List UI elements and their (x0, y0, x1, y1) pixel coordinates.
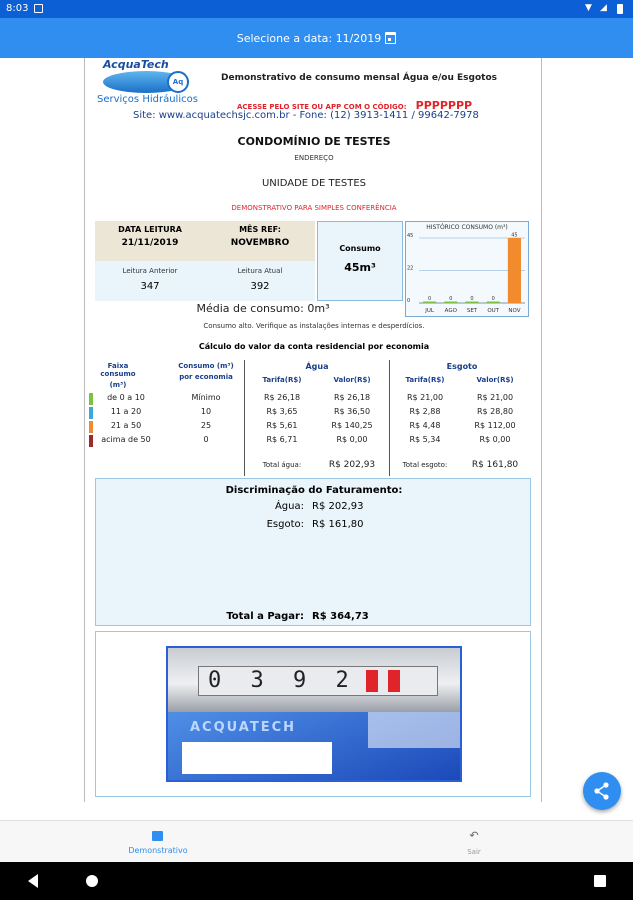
faixa-color-swatch (89, 435, 93, 447)
recents-icon[interactable] (594, 875, 606, 887)
chart-value-label: 0 (449, 296, 453, 302)
date-selector-bar[interactable] (0, 18, 633, 58)
share-button[interactable] (583, 772, 621, 810)
esgoto-valor-cell: R$ 0,00 (479, 435, 511, 444)
consumption-alert: Consumo alto. Verifique as instalações internas e desperdícios. (203, 322, 425, 330)
document-title: Demonstrativo de consumo mensal Água e/ou Esgotos (221, 73, 497, 83)
conference-notice: DEMONSTRATIVO PARA SIMPLES CONFERÊNCIA (231, 204, 397, 212)
faixa-cell: acima de 50 (101, 435, 151, 444)
chart-category-label: NOV (508, 308, 521, 314)
consumo-cell: 25 (200, 421, 212, 430)
condominio-name: CONDOMÍNIO DE TESTES (237, 135, 391, 148)
faixa-color-swatch (89, 407, 93, 419)
bottom-navigation (0, 820, 633, 862)
acquatech-logo (97, 58, 207, 108)
meter-red-digit-2 (388, 670, 400, 692)
logo-brand: AcquaTech (103, 58, 169, 71)
battery-icon (617, 4, 623, 14)
meter-red-digit-1 (366, 670, 378, 692)
faixa-color-swatch (89, 393, 93, 405)
esgoto-tarifa-cell: R$ 4,48 (409, 421, 441, 430)
agua-tarifa-cell: R$ 26,18 (263, 393, 301, 402)
agua-valor-cell: R$ 0,00 (336, 435, 368, 444)
total-agua-label: Total água: (262, 461, 302, 469)
agua-valor-header: Valor(R$) (333, 376, 371, 384)
data-leitura-value: 21/11/2019 (121, 238, 179, 248)
unit-name: UNIDADE DE TESTES (261, 178, 367, 189)
esgoto-tarifa-cell: R$ 5,34 (409, 435, 441, 444)
chart-category-label: SET (466, 308, 478, 314)
esgoto-valor-cell: R$ 28,80 (476, 407, 514, 416)
esgoto-tarifa-cell: R$ 21,00 (406, 393, 444, 402)
esgoto-valor-cell: R$ 21,00 (476, 393, 514, 402)
mes-ref-cell (205, 221, 315, 261)
status-time: 8:03 (6, 3, 29, 14)
chart-ytick-label: 0 (407, 298, 411, 304)
col-consumo-label: Consumo (m³) (178, 362, 234, 370)
leitura-anterior-value: 347 (140, 281, 160, 292)
total-agua-value: R$ 202,93 (328, 460, 376, 470)
leitura-atual-cell (205, 261, 315, 301)
system-navigation-bar (0, 862, 633, 900)
chart-value-label: 0 (470, 296, 474, 302)
faixa-cell: de 0 a 10 (107, 393, 145, 402)
site-contact: Site: www.acquatechsjc.com.br - Fone: (12) 3913-1411 / 99642-7978 (133, 110, 479, 121)
total-pagar-label: Total a Pagar: (226, 611, 304, 622)
logo-badge: Aq (167, 71, 189, 93)
nav-sair-label[interactable]: Sair (467, 848, 481, 856)
agua-valor-cell: R$ 140,25 (331, 421, 373, 430)
faixa-color-swatch (89, 421, 93, 433)
chart-category-label: JUL (425, 308, 434, 314)
agua-tarifa-cell: R$ 3,65 (266, 407, 298, 416)
total-pagar-value: R$ 364,73 (312, 611, 369, 622)
meter-photo-frame (95, 631, 531, 797)
home-icon[interactable] (86, 875, 98, 887)
chart-ytick-label: 22 (407, 265, 414, 272)
leitura-atual-label: Leitura Atual (237, 267, 283, 275)
fat-agua-value: R$ 202,93 (312, 501, 364, 512)
chart-value-label: 45 (511, 232, 518, 239)
notification-icon (34, 4, 43, 13)
media-consumo: Média de consumo: 0m³ (196, 302, 330, 315)
esgoto-header: Esgoto (446, 362, 478, 371)
fat-agua-label: Água: (274, 501, 304, 512)
total-esgoto-value: R$ 161,80 (471, 460, 519, 470)
meter-label-sticker (182, 742, 332, 774)
calendar-icon[interactable] (385, 32, 396, 44)
agua-tarifa-cell: R$ 5,61 (266, 421, 298, 430)
chart-value-label: 0 (428, 296, 432, 302)
calc-row (85, 392, 543, 406)
consumo-value: 45m³ (344, 261, 376, 274)
meter-glare (368, 712, 462, 748)
consumo-cell: Mínimo (191, 393, 221, 402)
nav-sair[interactable] (444, 821, 504, 863)
esgoto-tarifa-cell: R$ 2,88 (409, 407, 441, 416)
leitura-anterior-cell (95, 261, 205, 301)
calc-row (85, 434, 543, 448)
data-leitura-cell (95, 221, 205, 261)
chart-category-label: OUT (487, 308, 500, 314)
calc-title: Cálculo do valor da conta residencial por economia (198, 342, 430, 351)
undo-icon[interactable]: ↶ (469, 829, 479, 842)
meter-digits: 0 3 9 2 (208, 668, 357, 693)
calc-row (85, 420, 543, 434)
date-selector-label[interactable]: Selecione a data: 11/2019 (236, 31, 382, 45)
fat-esgoto-value: R$ 161,80 (312, 519, 364, 530)
esgoto-tarifa-header: Tarifa(R$) (405, 376, 445, 384)
image-icon[interactable] (152, 831, 163, 841)
col-consumo-header (169, 362, 243, 381)
esgoto-valor-header: Valor(R$) (476, 376, 514, 384)
signal-icon: ◢ (600, 3, 607, 13)
agua-header: Água (305, 362, 329, 371)
status-bar (0, 0, 633, 18)
total-agua (247, 460, 387, 470)
esgoto-valor-cell: R$ 112,00 (474, 421, 516, 430)
wifi-icon: ▼ (585, 3, 592, 13)
col-faixa-header (89, 362, 147, 389)
faturamento-box (95, 478, 531, 626)
leitura-anterior-label: Leitura Anterior (122, 267, 178, 275)
chart-ytick-label: 45 (407, 233, 414, 239)
bill-document (84, 58, 542, 802)
meter-brand: ACQUATECH (190, 720, 297, 735)
faixa-cell: 11 a 20 (110, 407, 142, 416)
access-label: ACESSE PELO SITE OU APP COM O CÓDIGO: (237, 103, 407, 111)
nav-demonstrativo[interactable] (118, 821, 198, 863)
condominio-address: ENDEREÇO (294, 154, 334, 162)
agua-valor-cell: R$ 36,50 (333, 407, 371, 416)
calc-row (85, 406, 543, 420)
consumo-label: Consumo (339, 244, 381, 253)
chart-value-label: 0 (491, 296, 495, 302)
nav-demonstrativo-label[interactable]: Demonstrativo (128, 846, 188, 855)
agua-tarifa-header: Tarifa(R$) (262, 376, 302, 384)
col-faixa-unit: (m³) (109, 381, 127, 389)
consumo-cell: 10 (200, 407, 212, 416)
consumo-cell: 0 (203, 435, 209, 444)
share-icon[interactable] (583, 772, 621, 810)
leitura-atual-value: 392 (250, 281, 270, 292)
logo-subtitle: Serviços Hidráulicos (97, 94, 198, 105)
back-icon[interactable] (28, 874, 38, 888)
col-faixa-label: Faixa consumo (100, 362, 136, 378)
meter-photo (166, 646, 462, 782)
data-leitura-label: DATA LEITURA (118, 225, 182, 234)
col-consumo-sub: por economia (179, 373, 233, 381)
consumo-cell (317, 221, 403, 301)
faixa-cell: 21 a 50 (110, 421, 142, 430)
chart-bar (508, 238, 521, 303)
mes-ref-label: MÊS REF: (239, 225, 281, 234)
chart-category-label: AGO (444, 308, 457, 314)
total-esgoto (390, 460, 536, 470)
total-esgoto-label: Total esgoto: (402, 461, 448, 469)
faturamento-title: Discriminação do Faturamento: (225, 485, 403, 496)
fat-esgoto-label: Esgoto: (266, 519, 304, 530)
mes-ref-value: NOVEMBRO (230, 238, 290, 248)
chart-title: HISTÓRICO CONSUMO (m³) (426, 224, 508, 231)
agua-valor-cell: R$ 26,18 (333, 393, 371, 402)
access-code: PPPPPPP (415, 99, 473, 112)
agua-tarifa-cell: R$ 6,71 (266, 435, 298, 444)
